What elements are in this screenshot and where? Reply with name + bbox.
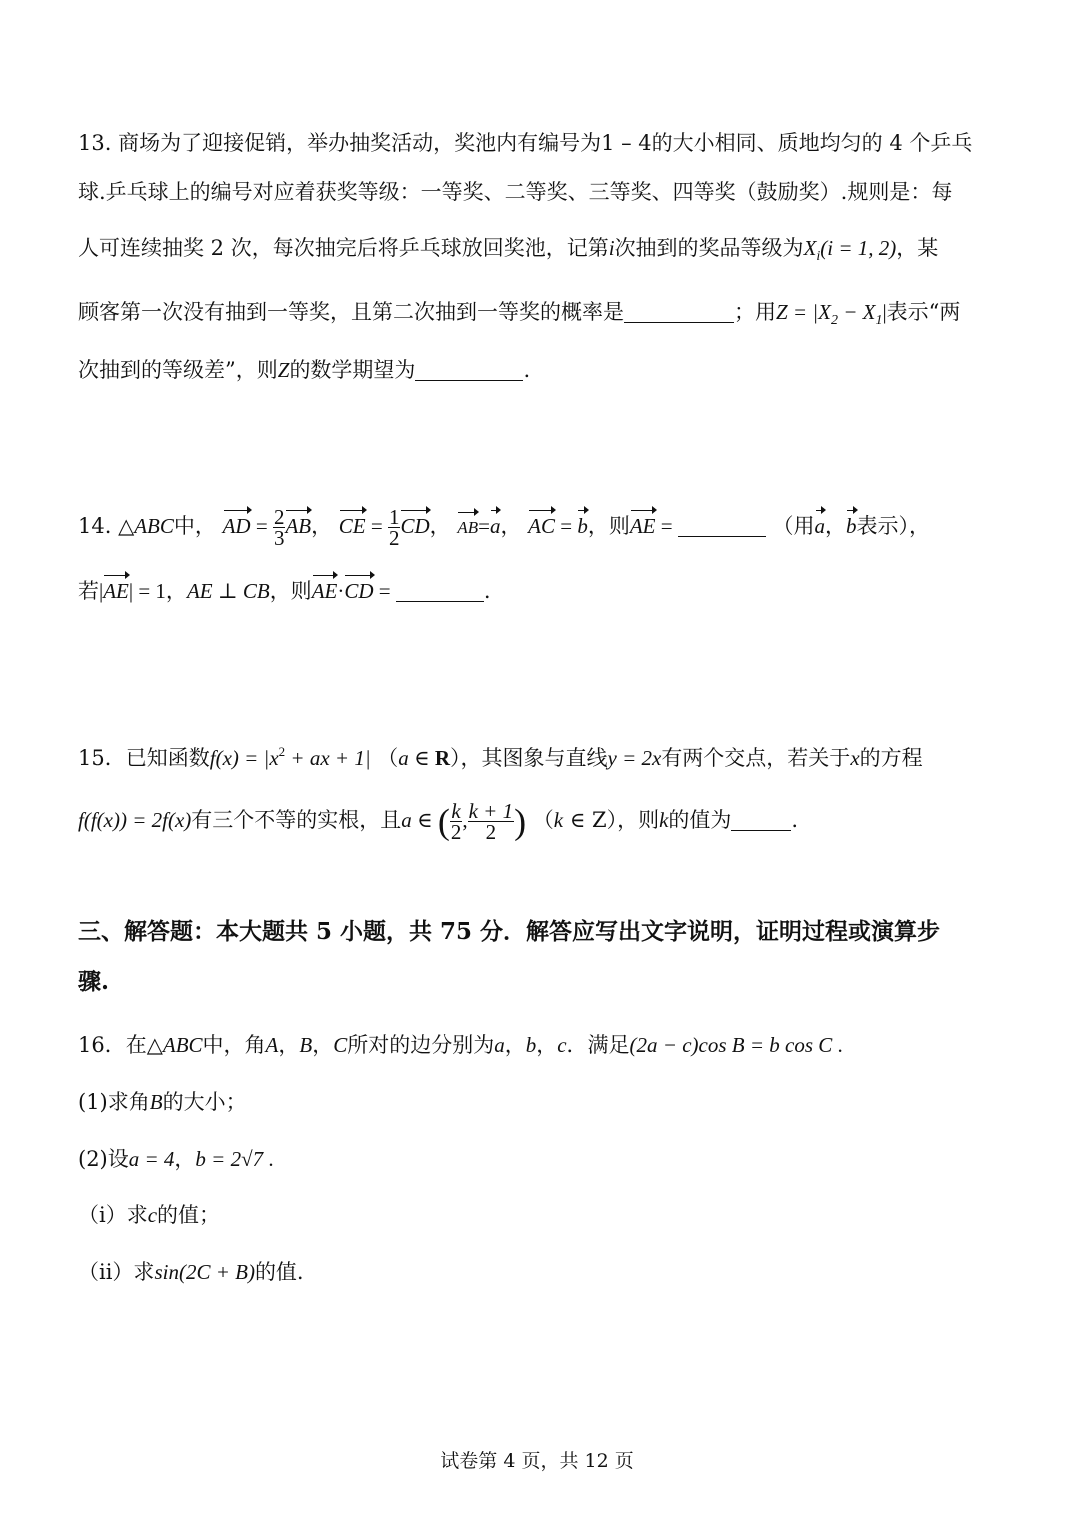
page-footer: 试卷第 4 页，共 12 页 (440, 1450, 634, 1472)
q15-line-2: f(f(x)) = 2f(x)有三个不等的实根，且a ∈ ( $\frac{k}{2}$ , $\frac{k + 1}{2}$ ) （k ∈ Z），则k的值为 . (78, 799, 799, 844)
q16-line-1: 16．在△ABC中，角A，B，C所对的边分别为a，b，c．满足(2a − c)cos B = b cos C . (78, 1033, 843, 1057)
fraction-k-plus-1-over-2: $\frac{k + 1}{2}$ (468, 799, 514, 844)
fraction-k-over-2: $\frac{k}{2}$ (450, 799, 462, 844)
q14-line-2: 若|AE| = 1，AE ⊥ CB，则AE·CD = . (78, 576, 491, 606)
q13-line-4: 顾客第一次没有抽到一等奖，且第二次抽到一等奖的概率是 ；用$Z = |X_2 - X_1|$表示“两 (78, 300, 961, 328)
fraction-1-2: $\frac{1}{2}$ (388, 505, 400, 550)
section-3-heading-line-1: 三、解答题：本大题共 5 小题，共 75 分．解答应写出文字说明，证明过程或演算步 (78, 918, 941, 945)
q14-answer-blank-2 (396, 579, 484, 602)
q14-answer-blank-1 (678, 514, 766, 537)
q16-part-2: (2)设a = 4，b = 2√7 . (78, 1147, 274, 1171)
q15-line-1: 15．已知函数$f(x) = |x^2$ + ax + 1| （a ∈ R），其图象与直线y = 2x有两个交点，若关于x的方程 (78, 744, 923, 770)
q16-part-2-ii: （ii）求sin(2C + B)的值. (78, 1260, 304, 1284)
q13-answer-blank-2 (415, 358, 523, 381)
q13-line-2: 球.乒乓球上的编号对应着获奖等级：一等奖、二等奖、三等奖、四等奖（鼓励奖）.规则是：每 (78, 180, 953, 204)
q13-line-5: 次抽到的等级差”，则Z的数学期望为 . (78, 358, 531, 382)
section-3-heading-line-2: 骤. (78, 968, 110, 995)
q13-line-3: 人可连续抽奖 2 次，每次抽完后将乒乓球放回奖池，记第i次抽到的奖品等级为$X_i(i = 1$, 2)，某 (78, 236, 939, 264)
q16-part-1: (1)求角B的大小； (78, 1090, 247, 1114)
q13-line-1: 13. 商场为了迎接促销，举办抽奖活动，奖池内有编号为1 – 4的大小相同、质地均匀的 4 个乒乓 (78, 131, 973, 155)
fraction-2-3: $\frac{2}{3}$ (273, 505, 285, 550)
q15-answer-blank (731, 808, 791, 831)
q16-part-2-i: （i）求c的值； (78, 1203, 221, 1227)
q13-answer-blank-1 (624, 300, 734, 323)
q14-line-1: 14. △ABC中， AD = $\frac{2}{3}$ AB， CE = $\frac{1}{2}$ CD， AB=a， AC = b，则AE = （用a，b表示）， (78, 505, 931, 550)
